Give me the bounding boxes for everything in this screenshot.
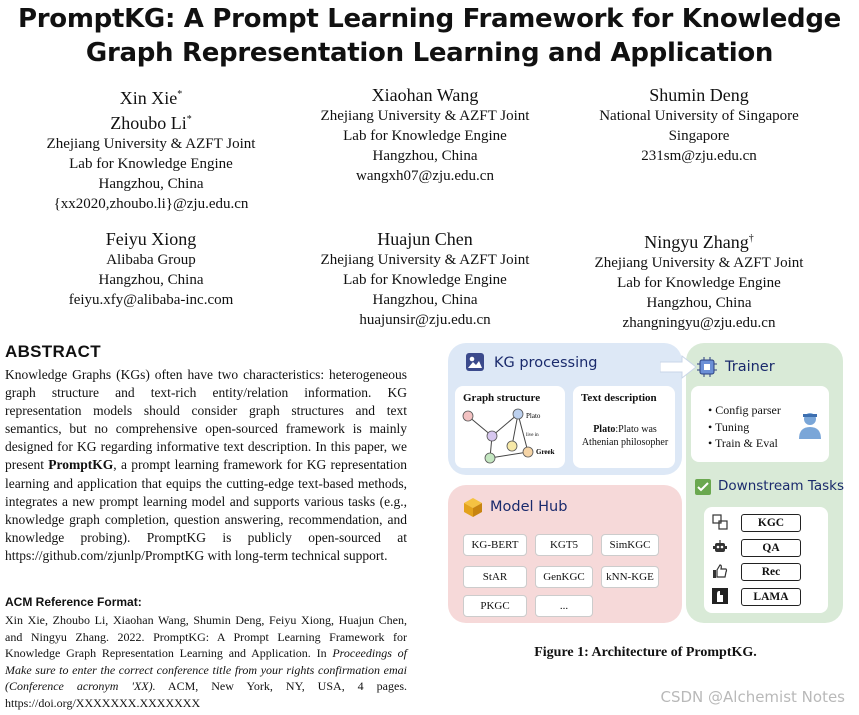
author-email: {xx2020,zhoubo.li}@zju.edu.cn — [53, 196, 249, 212]
author-name: Zhoubo Li — [110, 113, 187, 133]
robot-icon — [712, 539, 728, 555]
trainer-item: • Tuning — [708, 419, 750, 434]
graph-structure-label: Graph structure — [463, 392, 541, 404]
cube-icon — [462, 496, 484, 518]
task-lama: LAMA — [741, 588, 801, 606]
task-kgc: KGC — [741, 514, 801, 532]
affiliation-line: Zhejiang University & AZFT Joint — [320, 252, 530, 268]
thumbs-up-icon — [712, 563, 728, 579]
abstract-bold: PromptKG — [48, 457, 114, 473]
author-email: zhangningyu@zju.edu.cn — [622, 315, 776, 331]
downstream-title: Downstream Tasks — [718, 478, 845, 494]
acm-italic: Proceedings of Make sure to enter the correct conference title from your rights confirmation emai (Conference acronym 'XX). — [5, 646, 407, 694]
person-icon — [796, 410, 824, 440]
abstract-body — [5, 366, 407, 565]
task-rec: Rec — [741, 563, 801, 581]
model-kg-bert: KG-BERT — [463, 534, 527, 556]
node-label: Greek — [536, 448, 555, 456]
model-more: ... — [535, 595, 593, 617]
affiliation-line: Lab for Knowledge Engine — [617, 275, 781, 291]
desc-entity: Plato — [593, 424, 616, 435]
abstract-text: Knowledge Graphs (KGs) often have two characteristics: heterogeneous graph structure and text-rich entity/relation information. KG representation models should consider graph structures and text semantics, but no comprehensive open-sourced framework is mainly designed for KG regarding informative text description. In this paper, we present — [5, 367, 407, 473]
affiliation-line: National University of Singapore — [599, 108, 799, 124]
affiliation-line: Lab for Knowledge Engine — [69, 156, 233, 172]
affiliation-line: Hangzhou, China — [372, 292, 478, 308]
affiliation-line: Alibaba Group — [106, 252, 196, 268]
abstract-heading: ABSTRACT — [5, 342, 101, 361]
affiliation-line: Zhejiang University & AZFT Joint — [320, 108, 530, 124]
trainer-item: • Config parser — [708, 403, 781, 417]
model-star: StAR — [463, 566, 527, 588]
acm-heading: ACM Reference Format: — [5, 595, 142, 609]
author-block-4 — [20, 228, 282, 310]
affiliation-line: Hangzhou, China — [98, 272, 204, 288]
image-icon — [465, 352, 485, 372]
author-mark: * — [177, 89, 183, 100]
trainer-item: • Train & Eval — [708, 436, 778, 450]
kg-processing-title: KG processing — [494, 355, 598, 371]
author-block-1 — [20, 84, 282, 214]
text-description-label: Text description — [581, 392, 657, 404]
author-name: Huajun Chen — [377, 229, 473, 249]
edge-label: live in — [526, 433, 539, 438]
author-name: Xin Xie — [119, 88, 178, 108]
trainer-list — [708, 402, 781, 452]
author-mark: * — [186, 114, 192, 125]
model-genkgc: GenKGC — [535, 566, 593, 588]
affiliation-line: Hangzhou, China — [646, 295, 752, 311]
affiliation-line: Zhejiang University & AZFT Joint — [594, 255, 804, 271]
figure-caption: Figure 1: Architecture of PromptKG. — [534, 645, 757, 660]
knowledge-graph-illustration — [460, 408, 565, 466]
trainer-title: Trainer — [725, 359, 775, 375]
node-label: Plato — [526, 412, 541, 420]
affiliation-line: Singapore — [668, 128, 730, 144]
author-block-5 — [294, 228, 556, 330]
paper-title — [0, 2, 859, 70]
text-description-content — [575, 423, 675, 449]
author-block-3 — [568, 84, 830, 166]
affiliation-line: Hangzhou, China — [98, 176, 204, 192]
affiliation-line: Lab for Knowledge Engine — [343, 272, 507, 288]
model-simkgc: SimKGC — [601, 534, 659, 556]
task-qa: QA — [741, 539, 801, 557]
acm-reference — [5, 612, 407, 712]
author-email: 231sm@zju.edu.cn — [641, 148, 757, 164]
author-name: Ningyu Zhang — [644, 232, 749, 252]
model-hub-title: Model Hub — [490, 499, 568, 515]
watermark: CSDN @Alchemist Notes — [660, 688, 845, 706]
model-knn-kge: kNN-KGE — [601, 566, 659, 588]
title-line-2: Graph Representation Learning and Application — [85, 38, 774, 68]
author-mark: † — [748, 233, 754, 244]
acm-text: ACM, New York, NY, USA, 4 pages. https://doi.org/XXXXXXX.XXXXXXX — [5, 679, 407, 710]
author-name: Xiaohan Wang — [371, 85, 479, 105]
model-kgt5: KGT5 — [535, 534, 593, 556]
arrow-icon — [660, 354, 700, 380]
model-pkgc: PKGC — [463, 595, 527, 617]
author-block-2 — [294, 84, 556, 186]
abstract-text: , a prompt learning framework for KG representation learning and application that equips the cutting-edge text-based methods, integrates a new prompt learning model and supports various tasks (e.g., knowledge graph completion, question answering, recommendation, and knowledge probing). PromptKG is publicly open-sourced at https://github.com/zjunlp/PromptKG with long-term technical support. — [5, 457, 407, 563]
affiliation-line: Zhejiang University & AZFT Joint — [46, 136, 256, 152]
desc-text: :Plato was Athenian philosopher — [581, 424, 669, 448]
author-email: feiyu.xfy@alibaba-inc.com — [68, 292, 234, 308]
author-name: Shumin Deng — [649, 85, 749, 105]
title-line-1: PromptKG: A Prompt Learning Framework for Knowledge — [18, 4, 841, 34]
affiliation-line: Lab for Knowledge Engine — [343, 128, 507, 144]
author-name: Feiyu Xiong — [105, 229, 197, 249]
affiliation-line: Hangzhou, China — [372, 148, 478, 164]
chip-icon — [696, 356, 718, 378]
author-email: huajunsir@zju.edu.cn — [359, 312, 491, 328]
llama-icon — [712, 588, 728, 604]
author-email: wangxh07@zju.edu.cn — [356, 168, 494, 184]
author-block-6 — [568, 228, 830, 333]
acm-text: Xin Xie, Zhoubo Li, Xiaohan Wang, Shumin Deng, Feiyu Xiong, Huajun Chen, and Ningyu Zhang. 2022. PromptKG: A Prompt Learning Framework for Knowledge Graph Representation Learning and Application. In — [5, 613, 407, 661]
checklist-icon — [694, 478, 712, 496]
kgc-icon — [712, 514, 728, 530]
